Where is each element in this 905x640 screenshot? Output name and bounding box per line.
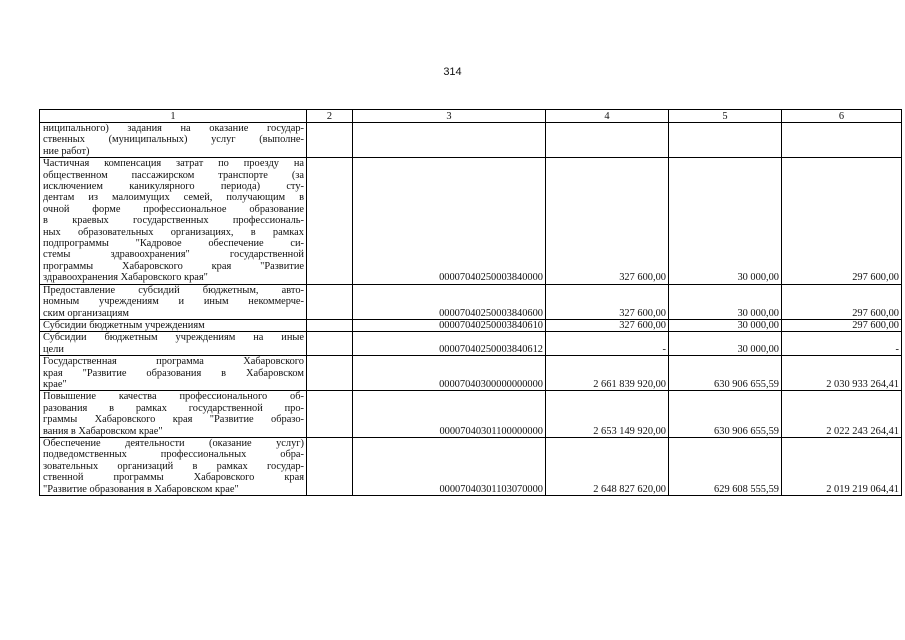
row-value-6: 2 019 219 064,41 [782, 437, 902, 495]
table-row [40, 332, 902, 356]
row-budget-code: 00007040250003840600 [353, 284, 546, 319]
description-line: общественном пассажирском транспорте (за [43, 169, 304, 181]
row-value-5: 30 000,00 [669, 284, 782, 319]
row-column-2 [307, 123, 353, 158]
row-value-4: 2 661 839 920,00 [546, 356, 669, 391]
row-value-5: 629 608 555,59 [669, 437, 782, 495]
description-line: Государственная программа Хабаровского [43, 356, 304, 368]
description-line: Предоставление субсидий бюджетным, авто- [43, 284, 304, 296]
description-line: подпрограммы "Кадровое обеспечение си- [43, 238, 304, 250]
row-budget-code: 00007040301103070000 [353, 437, 546, 495]
row-column-2 [307, 356, 353, 391]
header-cell-3: 3 [353, 110, 546, 123]
row-value-6: 2 022 243 264,41 [782, 391, 902, 438]
header-cell-1: 1 [40, 110, 307, 123]
row-value-6: 2 030 933 264,41 [782, 356, 902, 391]
description-line: здравоохранения Хабаровского края" [43, 272, 208, 284]
row-column-2 [307, 158, 353, 284]
row-value-5: 630 906 655,59 [669, 391, 782, 438]
description-line: зовательных организаций в рамках государ- [43, 460, 304, 472]
row-value-6 [782, 123, 902, 158]
row-value-6: 297 600,00 [782, 319, 902, 331]
row-value-5 [669, 123, 782, 158]
header-cell-4: 4 [546, 110, 669, 123]
row-value-6: - [782, 332, 902, 356]
row-column-2 [307, 284, 353, 319]
row-budget-code [353, 123, 546, 158]
description-line: программы Хабаровского края "Развитие [43, 260, 304, 272]
row-budget-code: 00007040301100000000 [353, 391, 546, 438]
row-value-4: 2 648 827 620,00 [546, 437, 669, 495]
table-row [40, 123, 902, 158]
description-line: Повышение качества профессионального об- [43, 391, 304, 403]
header-row [40, 110, 902, 123]
table-row [40, 391, 902, 438]
row-description [40, 356, 307, 391]
header-cell-6: 6 [782, 110, 902, 123]
description-line: граммы Хабаровского края "Развитие образо- [43, 414, 304, 426]
description-line: ных образовательных организациях, в рамках [43, 226, 304, 238]
description-line: ниципального) задания на оказание государ- [43, 123, 304, 134]
row-value-5: 30 000,00 [669, 158, 782, 284]
description-line: края "Развитие образования в Хабаровском [43, 367, 304, 379]
row-value-4: 2 653 149 920,00 [546, 391, 669, 438]
row-column-2 [307, 437, 353, 495]
row-description [40, 123, 307, 158]
description-line: Субсидии бюджетным учреждениям [43, 319, 205, 331]
description-line: ние работ) [43, 145, 90, 157]
description-line: Обеспечение деятельности (оказание услуг) [43, 437, 304, 449]
row-description [40, 319, 307, 331]
page-number: 314 [443, 66, 462, 78]
description-line: дентам из малоимущих семей, получающим в [43, 192, 304, 204]
description-line: цели [43, 343, 64, 355]
description-line: ственных (муниципальных) услуг (выполне- [43, 134, 304, 146]
description-line: исключением каникулярного периода) сту- [43, 181, 304, 193]
description-line: номным учреждениям и иным некоммерче- [43, 296, 304, 308]
row-description [40, 284, 307, 319]
description-line: разования в рамках государственной про- [43, 402, 304, 414]
row-budget-code: 00007040250003840000 [353, 158, 546, 284]
description-line: крае" [43, 378, 67, 390]
row-column-2 [307, 319, 353, 331]
description-line: Частичная компенсация затрат по проезду на [43, 158, 304, 170]
row-value-4 [546, 123, 669, 158]
description-line: в краевых государственных профессиональ- [43, 215, 304, 227]
row-value-4: 327 600,00 [546, 319, 669, 331]
table-row [40, 158, 902, 284]
row-column-2 [307, 391, 353, 438]
row-value-4: - [546, 332, 669, 356]
header-cell-5: 5 [669, 110, 782, 123]
description-line: вания в Хабаровском крае" [43, 425, 163, 437]
description-line: ским организациям [43, 307, 129, 319]
description-line: "Развитие образования в Хабаровском крае" [43, 483, 239, 495]
table-row [40, 319, 902, 331]
row-budget-code: 00007040250003840610 [353, 319, 546, 331]
row-description [40, 332, 307, 356]
row-description [40, 158, 307, 284]
row-budget-code: 00007040250003840612 [353, 332, 546, 356]
row-value-5: 30 000,00 [669, 319, 782, 331]
row-value-4: 327 600,00 [546, 158, 669, 284]
row-description [40, 391, 307, 438]
table-row [40, 437, 902, 495]
budget-table [39, 109, 902, 496]
row-value-6: 297 600,00 [782, 284, 902, 319]
row-value-6: 297 600,00 [782, 158, 902, 284]
description-line: очной форме профессиональное образование [43, 203, 304, 215]
description-line: Субсидии бюджетным учреждениям на иные [43, 332, 304, 344]
table-row [40, 284, 902, 319]
row-column-2 [307, 332, 353, 356]
description-line: стемы здравоохранения" государственной [43, 249, 304, 261]
table-row [40, 356, 902, 391]
row-budget-code: 00007040300000000000 [353, 356, 546, 391]
row-value-5: 30 000,00 [669, 332, 782, 356]
description-line: ственной программы Хабаровского края [43, 472, 304, 484]
row-value-4: 327 600,00 [546, 284, 669, 319]
row-description [40, 437, 307, 495]
row-value-5: 630 906 655,59 [669, 356, 782, 391]
header-cell-2: 2 [307, 110, 353, 123]
description-line: подведомственных профессиональных обра- [43, 449, 304, 461]
